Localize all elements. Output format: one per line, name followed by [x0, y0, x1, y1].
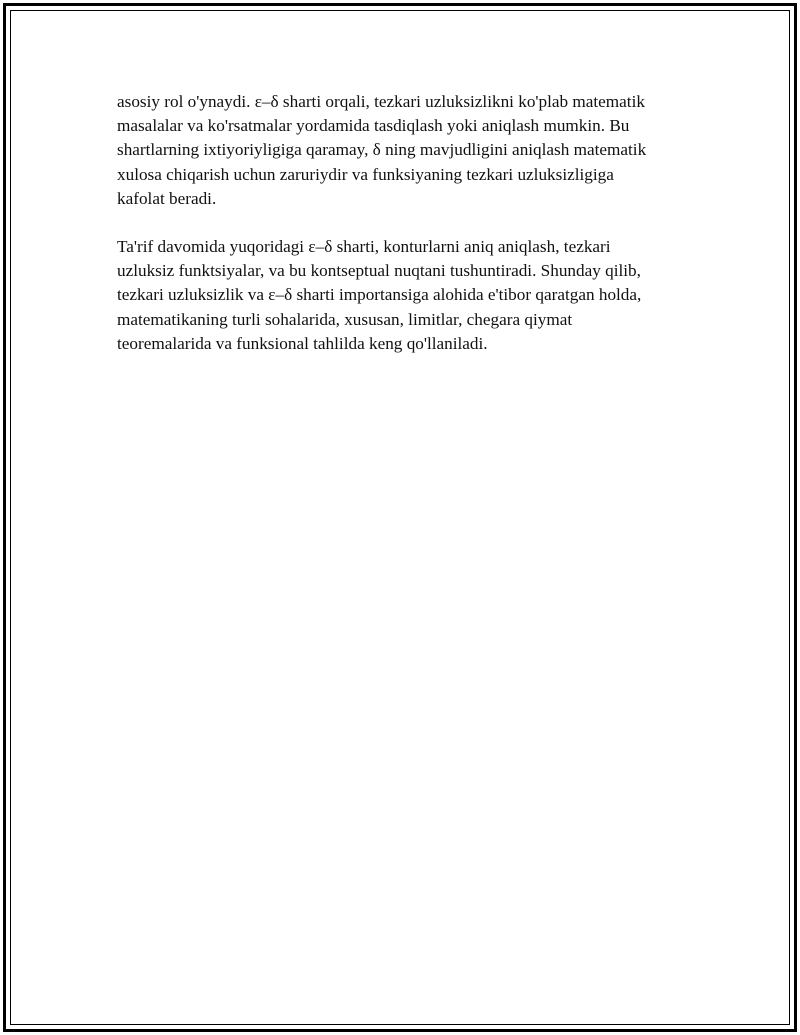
document-body [117, 90, 697, 380]
paragraph-2: Ta'rif davomida yuqoridagi ε–δ sharti, konturlarni aniq aniqlash, tezkari uzluksiz funktsiyalar, va bu kontseptual nuqtani tushuntiradi. Shunday qilib, tezkari uzluksizlik va ε–δ sharti importansiga alohida e'tibor qaratgan holda, matematikaning turli sohalarida, xususan, limitlar, chegara qiymat teoremalarida va funksional tahlilda keng qo'llaniladi. [117, 237, 642, 353]
paragraph-1: asosiy rol o'ynaydi. ε–δ sharti orqali, tezkari uzluksizlikni ko'plab matematik masalalar va ko'rsatmalar yordamida tasdiqlash yoki aniqlash mumkin. Bu shartlarning ixtiyoriyligiga qaramay, δ ning mavjudligini aniqlash matematik xulosa chiqarish uchun zaruriydir va funksiyaning tezkari uzluksizligiga kafolat beradi. [117, 92, 647, 208]
document-page [3, 3, 797, 1032]
